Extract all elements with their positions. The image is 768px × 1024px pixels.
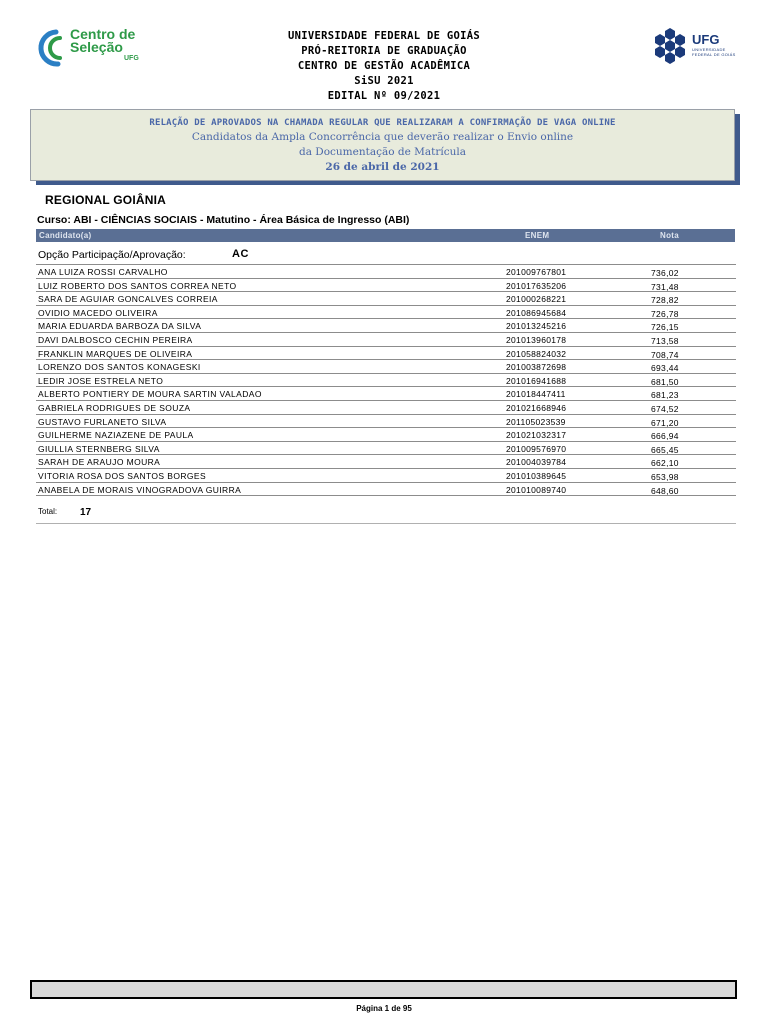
candidate-nota: 653,98 bbox=[651, 471, 679, 482]
candidate-name: ANABELA DE MORAIS VINOGRADOVA GUIRRA bbox=[38, 484, 242, 495]
candidate-enem: 201013960178 bbox=[506, 334, 567, 345]
total-label: Total: bbox=[38, 507, 58, 516]
table-row bbox=[36, 441, 736, 455]
candidates-table bbox=[36, 264, 736, 496]
candidate-name: GIULLIA STERNBERG SILVA bbox=[38, 443, 160, 454]
candidate-enem: 201013245216 bbox=[506, 321, 567, 332]
candidate-nota: 681,50 bbox=[651, 376, 679, 387]
candidate-name: DAVI DALBOSCO CECHIN PEREIRA bbox=[38, 334, 193, 345]
candidate-name: SARA DE AGUIAR GONCALVES CORREIA bbox=[38, 294, 218, 305]
candidate-name: LORENZO DOS SANTOS KONAGESKI bbox=[38, 362, 201, 373]
candidate-name: ALBERTO PONTIERY DE MOURA SARTIN VALADAO bbox=[38, 389, 262, 400]
candidate-enem: 201086945684 bbox=[506, 307, 567, 318]
candidate-enem: 201000268221 bbox=[506, 294, 567, 305]
table-row bbox=[36, 278, 736, 292]
total-value: 17 bbox=[80, 507, 92, 518]
candidate-name: GUSTAVO FURLANETO SILVA bbox=[38, 416, 167, 427]
course-title: Curso: ABI - CIÊNCIAS SOCIAIS - Matutino - Área Básica de Ingresso (ABI) bbox=[37, 214, 410, 226]
total-divider bbox=[36, 523, 736, 524]
candidate-enem: 201003872698 bbox=[506, 362, 567, 373]
candidate-name: SARAH DE ARAUJO MOURA bbox=[38, 457, 161, 468]
candidate-name: ANA LUIZA ROSSI CARVALHO bbox=[38, 267, 168, 277]
candidate-name: VITORIA ROSA DOS SANTOS BORGES bbox=[38, 470, 207, 481]
candidate-name: OVIDIO MACEDO OLIVEIRA bbox=[38, 307, 158, 318]
header-sisu: SiSU 2021 bbox=[354, 75, 414, 87]
header-edital: EDITAL Nº 09/2021 bbox=[327, 90, 441, 102]
document-header bbox=[200, 29, 568, 104]
candidate-enem: 201017635206 bbox=[506, 280, 567, 291]
table-row bbox=[36, 482, 736, 496]
column-header-nota: Nota bbox=[660, 231, 679, 240]
notice-title: RELAÇÃO DE APROVADOS NA CHAMADA REGULAR QUE REALIZARAM A CONFIRMAÇÃO DE VAGA ONLINE bbox=[149, 118, 616, 128]
table-row bbox=[36, 414, 736, 428]
regional-title: REGIONAL GOIÂNIA bbox=[45, 193, 166, 207]
candidate-name: MARIA EDUARDA BARBOZA DA SILVA bbox=[38, 321, 202, 332]
header-university: UNIVERSIDADE FEDERAL DE GOIÁS bbox=[287, 30, 481, 42]
candidate-name: LEDIR JOSE ESTRELA NETO bbox=[38, 375, 164, 386]
opcao-participacao-label: Opção Participação/Aprovação: bbox=[38, 249, 186, 261]
opcao-participacao-value: AC bbox=[232, 248, 249, 260]
footer-bar bbox=[30, 980, 737, 999]
candidate-enem: 201010389645 bbox=[506, 470, 567, 481]
candidate-nota: 648,60 bbox=[651, 485, 679, 496]
candidate-enem: 201010089740 bbox=[506, 484, 567, 495]
table-row bbox=[36, 264, 736, 278]
candidate-nota: 662,10 bbox=[651, 458, 679, 469]
page-number: Página 1 de 95 bbox=[356, 1004, 412, 1013]
candidate-name: GABRIELA RODRIGUES DE SOUZA bbox=[38, 402, 191, 413]
header-centro-gestao: CENTRO DE GESTÃO ACADÊMICA bbox=[297, 60, 471, 72]
table-row bbox=[36, 373, 736, 387]
notice-date: 26 de abril de 2021 bbox=[325, 161, 440, 173]
table-row bbox=[36, 291, 736, 305]
candidate-nota: 665,45 bbox=[651, 444, 679, 455]
candidate-enem: 201009576970 bbox=[506, 443, 567, 454]
table-row bbox=[36, 318, 736, 332]
logo-text-ufg: UFG bbox=[124, 55, 139, 62]
logo-text-selecao: Seleção bbox=[70, 39, 123, 55]
logo-text-centro: Centro de bbox=[70, 26, 136, 42]
candidate-nota: 726,15 bbox=[651, 322, 679, 333]
table-row bbox=[36, 468, 736, 482]
candidate-nota: 666,94 bbox=[651, 431, 679, 442]
table-row bbox=[36, 346, 736, 360]
ufg-hexagon-icon bbox=[650, 28, 690, 64]
notice-subtitle-2: da Documentação de Matrícula bbox=[298, 146, 467, 158]
candidate-nota: 731,48 bbox=[651, 281, 679, 292]
column-header-candidato: Candidato(a) bbox=[39, 231, 92, 240]
candidate-enem: 201009767801 bbox=[506, 267, 567, 277]
table-row bbox=[36, 400, 736, 414]
candidate-nota: 728,82 bbox=[651, 295, 679, 306]
candidate-name: FRANKLIN MARQUES DE OLIVEIRA bbox=[38, 348, 193, 359]
candidate-enem: 201105023539 bbox=[506, 416, 566, 427]
ufg-logo-subtitle-2: FEDERAL DE GOIÁS bbox=[692, 52, 736, 57]
candidate-nota: 713,58 bbox=[651, 335, 679, 346]
candidate-enem: 201058824032 bbox=[506, 348, 567, 359]
candidate-nota: 681,23 bbox=[651, 390, 679, 401]
candidate-nota: 726,78 bbox=[651, 308, 679, 319]
table-row bbox=[36, 332, 736, 346]
centro-de-selecao-logo bbox=[36, 26, 146, 68]
table-row bbox=[36, 305, 736, 319]
candidate-nota: 736,02 bbox=[651, 268, 679, 278]
table-row bbox=[36, 386, 736, 400]
candidate-nota: 693,44 bbox=[651, 363, 679, 374]
table-header bbox=[36, 229, 735, 242]
table-bottom-rule bbox=[36, 495, 736, 496]
candidate-name: LUIZ ROBERTO DOS SANTOS CORREA NETO bbox=[38, 280, 237, 291]
candidate-enem: 201021668946 bbox=[506, 402, 567, 413]
table-row bbox=[36, 454, 736, 468]
candidate-enem: 201016941688 bbox=[506, 375, 567, 386]
candidate-name: GUILHERME NAZIAZENE DE PAULA bbox=[38, 430, 194, 441]
ufg-logo-subtitle-1: UNIVERSIDADE bbox=[692, 47, 726, 52]
table-row bbox=[36, 427, 736, 441]
candidate-nota: 708,74 bbox=[651, 349, 679, 360]
candidate-nota: 674,52 bbox=[651, 403, 679, 414]
candidate-enem: 201021032317 bbox=[506, 430, 567, 441]
notice-box bbox=[30, 109, 735, 181]
table-row bbox=[36, 359, 736, 373]
centro-selecao-swoosh-icon bbox=[36, 28, 70, 68]
ufg-logo-text: UFG bbox=[692, 32, 720, 47]
notice-subtitle-1: Candidatos da Ampla Concorrência que deverão realizar o Envio online bbox=[191, 131, 574, 143]
candidate-enem: 201004039784 bbox=[506, 457, 567, 468]
column-header-enem: ENEM bbox=[525, 231, 550, 240]
candidate-nota: 671,20 bbox=[651, 417, 679, 428]
candidate-enem: 201018447411 bbox=[506, 389, 566, 400]
ufg-logo bbox=[650, 28, 740, 64]
header-pro-reitoria: PRÓ-REITORIA DE GRADUAÇÃO bbox=[301, 45, 467, 57]
